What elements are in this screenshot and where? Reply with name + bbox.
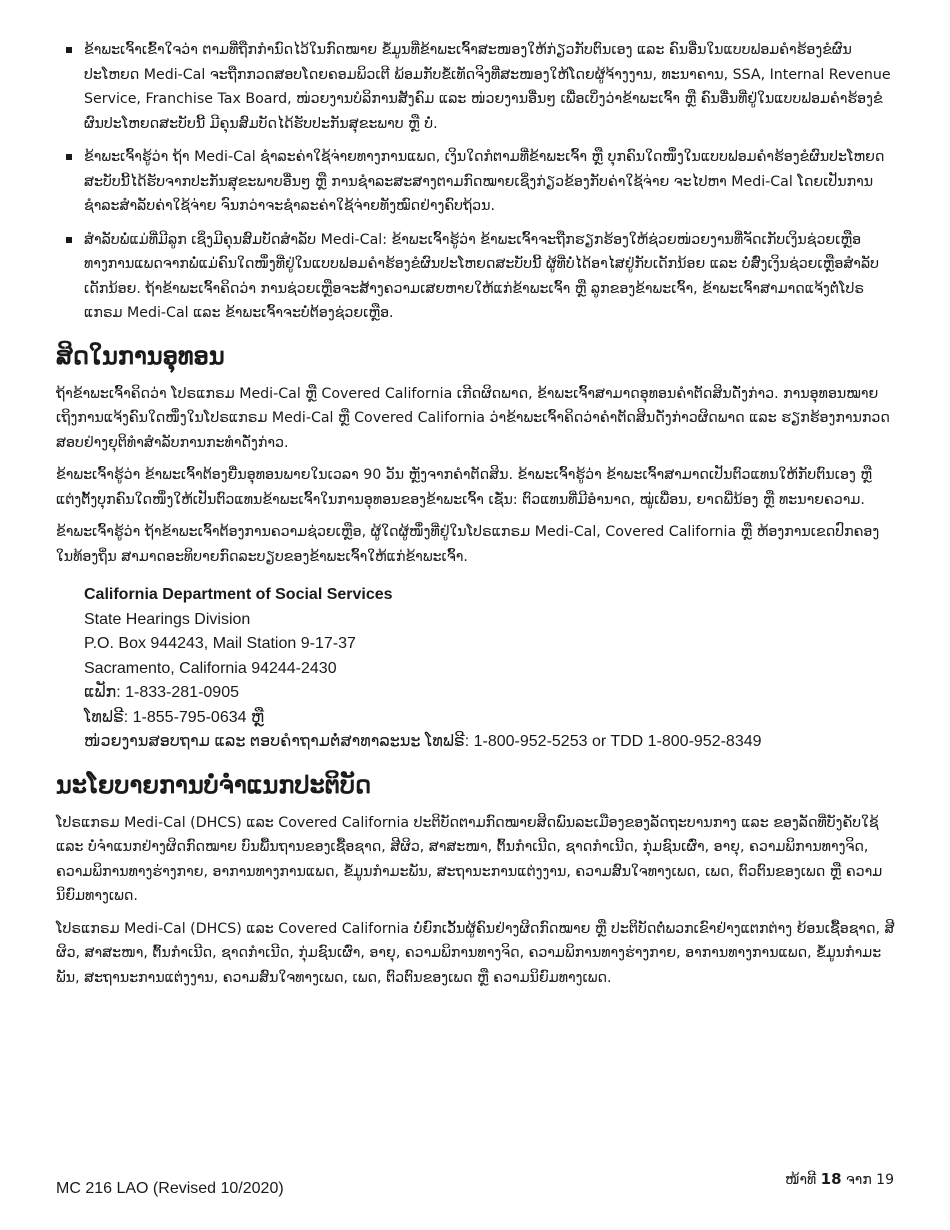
form-id: MC 216 LAO (Revised 10/2020) <box>56 1180 284 1197</box>
list-item <box>56 145 896 219</box>
appeal-heading: ສິດໃນການອຸທອນ <box>56 340 225 370</box>
address-org: California Department of Social Services <box>84 586 393 603</box>
address-division: State Hearings Division <box>84 610 251 628</box>
bullet-square-icon <box>66 47 72 53</box>
document-body <box>56 38 896 998</box>
appeal-paragraph: ຂ້າພະເຈົ້າຮູ້ວ່າ ຂ້າພະເຈົ້າຕ້ອງຍື່ນອຸທອນພາຍໃນເວລາ 90 ວັນ ຫຼັງຈາກຄຳຕັດສິນ. ຂ້າພະເຈົ້າຮູ້ວ່າ ຂ້າພະເຈົ້າສາມາດເປັນຕົວແທນໃຫ້ກັບຕົນເອງ ຫຼື ແຕ່ງຕັ້ງບຸກຄົນໃດໜຶ່ງໃຫ້ເປັນຕົວແທນຂ້າພະເຈົ້າໃນການອຸທອນຂອງຂ້າພະເຈົ້າ ເຊັ່ນ: ຕົວແທນທີ່ມີອຳນາດ, ໝູ່ເພື່ອນ, ຍາດພີ່ນ້ອງ ຫຼື ທະນາຍຄວາມ. <box>56 467 872 508</box>
page-number <box>785 1170 894 1188</box>
bullet-square-icon <box>66 237 72 243</box>
appeal-paragraph: ຂ້າພະເຈົ້າຮູ້ວ່າ ຖ້າຂ້າພະເຈົ້າຕ້ອງການຄວາມຊ່ວຍເຫຼືອ, ຜູ້ໃດຜູ້ໜຶ່ງທີ່ຢູ່ໃນໂປຣແກຣມ Medi-Cal, Covered California ຫຼື ຫ້ອງການເຂດປົກຄອງໃນທ້ອງຖິ່ນ ສາມາດອະທິບາຍກົດລະບຽບຂອງຂ້າພະເຈົ້າໃຫ້ແກ່ຂ້າພະເຈົ້າ. <box>56 524 880 565</box>
appeal-paragraph: ຖ້າຂ້າພະເຈົ້າຄິດວ່າ ໂປຣແກຣມ Medi-Cal ຫຼື Covered California ເກີດຜິດພາດ, ຂ້າພະເຈົ້າສາມາດອຸທອນຄຳຕັດສິນດັ່ງກ່າວ. ການອຸທອນໝາຍເຖິງການແຈ້ງຄົນໃດໜຶ່ງໃນໂປຣແກຣມ Medi-Cal ຫຼື Covered California ວ່າຂ້າພະເຈົ້າຄິດວ່າຄຳຕັດສິນດັ່ງກ່າວຜິດພາດ ແລະ ຮຽກຮ້ອງການກວດສອບຢ່າງຍຸຕິທຳສຳລັບການກະທຳດັ່ງກ່າວ. <box>56 385 890 451</box>
nondiscrimination-heading: ນະໂຍບາຍການບໍ່ຈຳແນກປະຕິບັດ <box>56 769 372 799</box>
address-city: Sacramento, California 94244-2430 <box>84 659 337 677</box>
mailing-address <box>84 583 896 755</box>
list-item-text: ຂ້າພະເຈົ້າຮູ້ວ່າ ຖ້າ Medi-Cal ຊຳລະຄ່າໃຊ້ຈ່າຍທາງການແພດ, ເງິນໃດກໍຕາມທີ່ຂ້າພະເຈົ້າ ຫຼື ບຸກຄົນໃດໜຶ່ງໃນແບບຟອມຄຳຮ້ອງຂໍຜົນປະໂຫຍດສະບັບນີ້ໄດ້ຮັບຈາກປະກັນສຸຂະພາບອື່ນໆ ຫຼື ການຊຳລະສະສາງຕາມກົດໝາຍເຊິ່ງກ່ຽວຂ້ອງກັບຄ່າໃຊ້ຈ່າຍ ຈະໄປຫາ Medi-Cal ໂດຍເປັນການຊຳລະສຳລັບຄ່າໃຊ້ຈ່າຍ ຈົນກວ່າຈະຊຳລະຄ່າໃຊ້ຈ່າຍທັງໝົດຢ່າງຄົບຖ້ວນ. <box>84 149 885 214</box>
list-item <box>56 228 896 326</box>
nondiscrimination-paragraph: ໂປຣແກຣມ Medi-Cal (DHCS) ແລະ Covered California ບໍ່ຍົກເວັ້ນຜູ້ຄົນຢ່າງຜິດກົດໝາຍ ຫຼື ປະຕິບັດຕໍ່ພວກເຂົາຢ່າງແຕກຕ່າງ ຍ້ອນເຊື້ອຊາດ, ສີຜິວ, ສາສະໜາ, ຕົ້ນກຳເນີດ, ຊາດກຳເນີດ, ກຸ່ມຊົນເຜົ່າ, ອາຍຸ, ຄວາມພິການທາງຈິດ, ຄວາມພິການທາງຮ່າງກາຍ, ອາການທາງການແພດ, ຂໍ້ມູນກຳມະພັນ, ສະຖານະການແຕ່ງງານ, ຄວາມສົນໃຈທາງເພດ, ເພດ, ຕົວຕົນຂອງເພດ ຫຼື ຄວາມນິຍົມທາງເພດ. <box>56 920 895 986</box>
bullet-square-icon <box>66 154 72 160</box>
page-total: 19 <box>876 1172 894 1188</box>
address-fax: ແຟັກ: 1-833-281-0905 <box>84 684 239 701</box>
acknowledgement-list <box>56 38 896 326</box>
address-box: P.O. Box 944243, Mail Station 9-17-37 <box>84 635 356 652</box>
address-phone: ໂທຟຣີ: 1-855-795-0634 ຫຼື <box>84 708 265 726</box>
address-inquiry: ໜ່ວຍງານສອບຖາມ ແລະ ຕອບຄຳຖາມຕໍ່ສາທາລະນະ ໂທຟຣີ: 1-800-952-5253 or TDD 1-800-952-8349 <box>84 733 762 750</box>
page-label: ໜ້າທີ <box>785 1172 817 1188</box>
list-item-text: ສຳລັບພໍ່ແມ່ທີ່ມີລູກ ເຊິ່ງມີຄຸນສົມບັດສຳລັບ Medi-Cal: ຂ້າພະເຈົ້າຮູ້ວ່າ ຂ້າພະເຈົ້າຈະຖືກຮຽກຮ້ອງໃຫ້ຊ່ວຍໜ່ວຍງານທີ່ຈັດເກັບເງິນຊ່ວຍເຫຼືອທາງການແພດຈາກພໍ່ແມ່ຄົນໃດໜຶ່ງທີ່ຢູ່ໃນແບບຟອມຄຳຮ້ອງຂໍຜົນປະໂຫຍດສະບັບນີ້ ຜູ້ທີ່ບໍ່ໄດ້ອາໄສຢູ່ກັບເດັກນ້ອຍ ແລະ ບໍ່ສົ່ງເງິນຊ່ວຍເຫຼືອສຳລັບເດັກນ້ອຍ. ຖ້າຂ້າພະເຈົ້າຄິດວ່າ ການຊ່ວຍເຫຼືອຈະສ້າງຄວາມເສຍຫາຍໃຫ້ແກ່ຂ້າພະເຈົ້າ ຫຼື ລູກຂອງຂ້າພະເຈົ້າ, ຂ້າພະເຈົ້າສາມາດແຈ້ງຕໍ່ໂປຣແກຣມ Medi-Cal ແລະ ຂ້າພະເຈົ້າຈະບໍ່ຕ້ອງຊ່ວຍເຫຼືອ. <box>84 231 880 321</box>
list-item-text: ຂ້າພະເຈົ້າເຂົ້າໃຈວ່າ ຕາມທີ່ຖືກກຳນົດໄວ້ໃນກົດໝາຍ ຂໍ້ມູນທີ່ຂ້າພະເຈົ້າສະໜອງໃຫ້ກ່ຽວກັບຕົນເອງ ແລະ ຄົນອື່ນໃນແບບຟອມຄຳຮ້ອງຂໍຜົນປະໂຫຍດ Medi-Cal ຈະຖືກກວດສອບໂດຍຄອມພິວເຕີ ພ້ອມກັບຂໍ້ເທັດຈິງທີ່ສະໜອງໃຫ້ໂດຍຜູ້ຈ້າງງານ, ທະນາຄານ, SSA, Internal Revenue Service, Franchise Tax Board, ໜ່ວຍງານບໍລິການສັງຄົມ ແລະ ໜ່ວຍງານອື່ນໆ ເພື່ອເບິ່ງວ່າຂ້າພະເຈົ້າ ຫຼື ຄົນອື່ນທີ່ຢູ່ໃນແບບຟອມຄຳຮ້ອງຂໍຜົນປະໂຫຍດສະບັບນີ້ ມີຄຸນສົມບັດໄດ້ຮັບປະກັນສຸຂະພາບ ຫຼື ບໍ່. <box>84 42 891 132</box>
page-of-label: ຈາກ <box>845 1172 872 1188</box>
page-current: 18 <box>820 1170 842 1188</box>
list-item <box>56 38 896 136</box>
nondiscrimination-paragraph: ໂປຣແກຣມ Medi-Cal (DHCS) ແລະ Covered California ປະຕິບັດຕາມກົດໝາຍສິດພົນລະເມືອງຂອງລັດຖະບານກາງ ແລະ ຂອງລັດທີ່ບັງຄັບໃຊ້ ແລະ ບໍ່ຈຳແນກຢ່າງຜິດກົດໝາຍ ບົນພື້ນຖານຂອງເຊື້ອຊາດ, ສີຜິວ, ສາສະໜາ, ຕົ້ນກຳເນີດ, ຊາດກຳເນີດ, ກຸ່ມຊົນເຜົ່າ, ອາຍຸ, ຄວາມພິການທາງຈິດ, ຄວາມພິການທາງຮ່າງກາຍ, ອາການທາງການແພດ, ຂໍ້ມູນກຳມະພັນ, ສະຖານະການແຕ່ງງານ, ຄວາມສົນໃຈທາງເພດ, ເພດ, ຕົວຕົນຂອງເພດ ຫຼື ຄວາມນິຍົມທາງເພດ. <box>56 814 883 904</box>
